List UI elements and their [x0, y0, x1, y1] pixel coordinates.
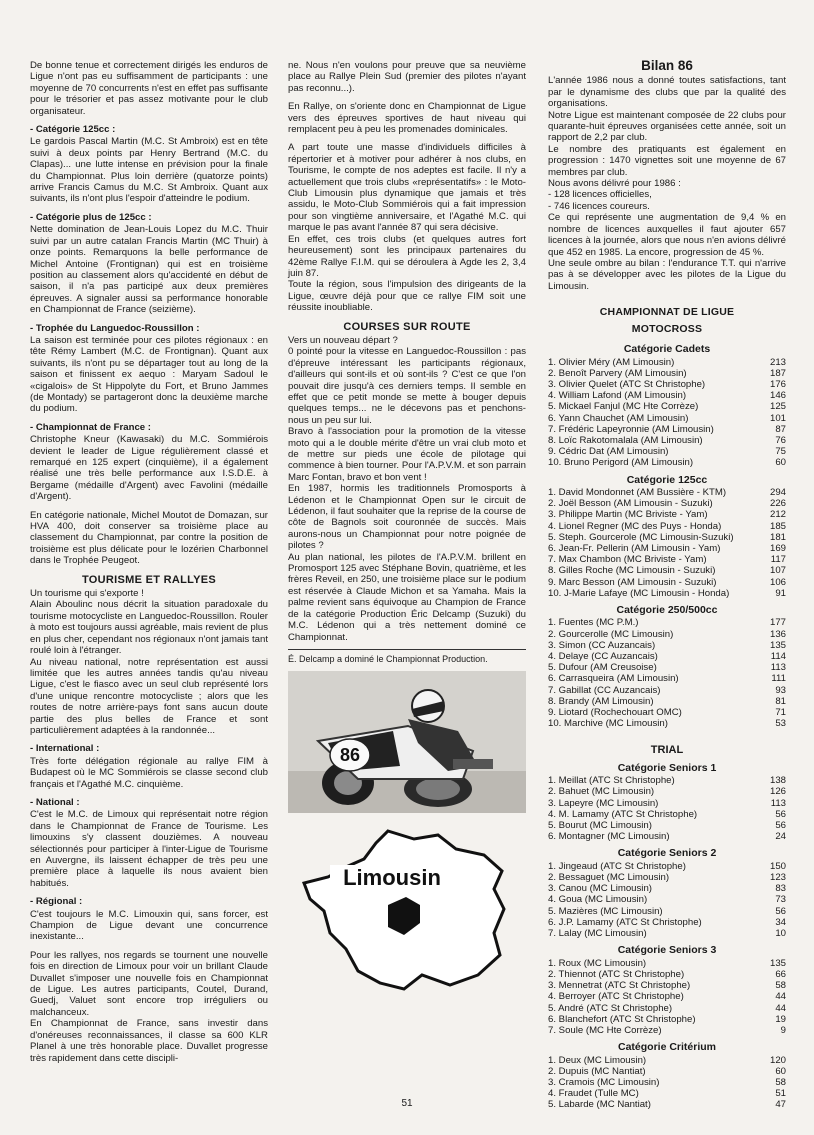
- ranking-points: 76: [775, 434, 786, 446]
- ranking-row: [548, 786, 786, 797]
- ranking-row: [548, 554, 786, 565]
- ranking-row: [548, 831, 786, 842]
- ranking-name: 1. Roux (MC Limousin): [548, 957, 647, 969]
- category-title: Catégorie Seniors 3: [617, 944, 717, 957]
- ranking-points: 213: [769, 356, 786, 368]
- subheading: - Régional :: [30, 896, 83, 908]
- ranking-name: 4. Fraudet (Tulle MC): [548, 1088, 639, 1100]
- ranking-row: [548, 1055, 786, 1066]
- paragraph: Ce qui représente une augmentation de 9,4 % en nombre de licences auxquelles il faut ajouter 657 licences à la journée, alors que nous n'en avions délivré que 452 en 1985. La encore, progression de 45 %.: [548, 212, 786, 258]
- paragraph: Très forte délégation régionale au rallye FIM à Budapest où le MC Sommiérois se classe second club français et l'Agathé M.C. cinquième.: [30, 755, 268, 790]
- ranking-row: [548, 917, 786, 928]
- paragraph: Toute la région, sous l'impulsion des dirigeants de la Ligue, œuvre déjà pour que ce rallye FIM soit une réussite inoubliable.: [288, 279, 526, 314]
- championship-title: [548, 304, 786, 338]
- category-title: Catégorie Critérium: [617, 1041, 717, 1054]
- ranking-name: 6. Blanchefort (ATC St Christophe): [548, 1013, 696, 1025]
- ranking-name: 4. M. Lamamy (ATC St Christophe): [548, 808, 698, 820]
- ranking-row: [548, 685, 786, 696]
- ranking-name: 2. Gourcerolle (MC Limousin): [548, 628, 674, 640]
- ranking-points: 136: [769, 628, 786, 640]
- ranking-name: 6. Carrasqueira (AM Limousin): [548, 673, 679, 685]
- ranking-row: [548, 509, 786, 520]
- ranking-row: [548, 861, 786, 872]
- ranking-name: 3. Simon (CC Auzancais): [548, 639, 656, 651]
- ranking-name: 2. Bahuet (MC Limousin): [548, 786, 655, 798]
- ranking-name: 10. J-Marie Lafaye (MC Limousin - Honda): [548, 587, 730, 599]
- paragraph: L'année 1986 nous a donné toutes satisfactions, tant par le dynamisme des clubs que par la qualité des organisations.: [548, 75, 786, 110]
- ranking-row: [548, 532, 786, 543]
- ranking-name: 5. Dufour (AM Creusoise): [548, 662, 657, 674]
- ranking-points: 83: [775, 883, 786, 895]
- paragraph: Le gardois Pascal Martin (M.C. St Ambroix) est en tête suivi à deux points par Henry Bertrand (M.C. du Clapas)... une lutte intense en prévision pour la finale du Championnat. Plus loin derrière (quatorze points) arrive Francis Camus du M.C. St Ambroix. Quant aux suivants, ils n'ont plus l'espoir d'atteindre le podium.: [30, 136, 268, 205]
- ranking-name: 3. Lapeyre (MC Limousin): [548, 797, 659, 809]
- ranking-row: [548, 928, 786, 939]
- paragraph: De bonne tenue et correctement dirigés les enduros de Ligue n'ont pas eu suffisamment de participants : une moyenne de 70 concurrents n'est en effet pas suffisante pour le trésorier et pas assez motivante pour le club organisateur.: [30, 60, 268, 117]
- ranking-name: 7. Lalay (MC Limousin): [548, 928, 647, 940]
- ranking-name: 7. Gabillat (CC Auzancais): [548, 684, 661, 696]
- ranking-row: [548, 894, 786, 905]
- ranking-points: 114: [770, 651, 786, 663]
- ranking-row: [548, 435, 786, 446]
- ranking-name: 7. Max Chambon (MC Briviste - Yam): [548, 554, 707, 566]
- ranking-row: [548, 1066, 786, 1077]
- ranking-name: 3. Canou (MC Limousin): [548, 883, 652, 895]
- category-title: Catégorie Seniors 2: [617, 847, 717, 860]
- ranking-row: [548, 809, 786, 820]
- paragraph: C'est le M.C. de Limoux qui représentait notre région dans le Championnat de France de Tourisme. Les limouxins s'y classent douzièmes. A nouveau sélectionnés pour participer à l'inter-Ligue de Tourisme en Auvergne, ils laissent échapper de très peu une première place à laquelle ils nous avaient bien habitués.: [30, 809, 268, 889]
- ranking-points: 146: [769, 390, 786, 402]
- ranking-points: 75: [775, 446, 786, 458]
- ranking-name: 1. Jingeaud (ATC St Christophe): [548, 860, 686, 872]
- ranking-row: [548, 457, 786, 468]
- category-title: Catégorie 250/500cc: [616, 604, 718, 616]
- ranking-points: 91: [775, 587, 786, 599]
- ranking-row: [548, 413, 786, 424]
- ranking-row: [548, 368, 786, 379]
- ranking-points: 87: [775, 423, 786, 435]
- ranking-row: [548, 617, 786, 628]
- ranking-name: 10. Marchive (MC Limousin): [548, 718, 668, 730]
- ranking-points: 93: [775, 684, 786, 696]
- ranking-points: 187: [769, 367, 786, 379]
- ranking-points: 53: [775, 718, 786, 730]
- france-map-illustration: [288, 825, 526, 995]
- ranking-row: [548, 883, 786, 894]
- paragraph: Nous avons délivré pour 1986 :: [548, 178, 681, 190]
- ranking-row: [548, 487, 786, 498]
- ranking-name: 8. Loïc Rakotomalala (AM Limousin): [548, 434, 703, 446]
- ranking-points: 71: [775, 707, 786, 719]
- motocross-rankings: [548, 344, 786, 729]
- section-heading-tourisme: TOURISME ET RALLYES: [81, 573, 217, 586]
- ranking-points: 135: [769, 957, 786, 969]
- subheading: - Championnat de France :: [30, 421, 151, 433]
- ranking-row: [548, 588, 786, 599]
- ranking-name: 4. Berroyer (ATC St Christophe): [548, 991, 684, 1003]
- paragraph: La saison est terminée pour ces pilotes régionaux : en tête Rémy Lambert (M.C. de Frontignan). Quant aux suivants, ils n'ont pu se départager tout au long de la saison et finissent ex aequo : Maryam Sadoul le «cigalois» de St Hippolyte du Fort, et Bruno Jammes (de Montady) se partageront donc la deuxième marche du podium.: [30, 334, 268, 415]
- ranking-row: [548, 424, 786, 435]
- ranking-row: [548, 980, 786, 991]
- ranking-name: 1. Deux (MC Limousin): [548, 1054, 647, 1066]
- ranking-row: [548, 696, 786, 707]
- ranking-points: 47: [775, 1099, 786, 1111]
- ranking-row: [548, 969, 786, 980]
- ranking-row: [548, 390, 786, 401]
- paragraph: - 746 licences coureurs.: [548, 200, 650, 212]
- ranking-name: 2. Dupuis (MC Nantiat): [548, 1065, 646, 1077]
- ranking-points: 294: [769, 486, 786, 498]
- ranking-points: 51: [775, 1088, 786, 1100]
- ranking-name: 3. Philippe Martin (MC Briviste - Yam): [548, 509, 708, 521]
- ranking-points: 177: [769, 617, 786, 629]
- ranking-points: 169: [769, 542, 786, 554]
- subheading: - Catégorie plus de 125cc :: [30, 211, 152, 223]
- ranking-name: 5. Mickael Fanjul (MC Hte Corrèze): [548, 401, 699, 413]
- ranking-row: [548, 640, 786, 651]
- ranking-name: 4. Lionel Regner (MC des Puys - Honda): [548, 520, 722, 532]
- ranking-row: [548, 498, 786, 509]
- ranking-row: [548, 991, 786, 1002]
- ranking-points: 226: [769, 498, 786, 510]
- ranking-name: 3. Mennetrat (ATC St Christophe): [548, 980, 691, 992]
- ranking-points: 120: [769, 1054, 786, 1066]
- ranking-points: 10: [775, 928, 786, 940]
- ranking-points: 101: [769, 412, 786, 424]
- ranking-points: 113: [770, 662, 786, 674]
- trial-title: TRIAL: [650, 744, 684, 757]
- ranking-name: 1. Olivier Méry (AM Limousin): [548, 356, 675, 368]
- ranking-name: 2. Bessaguet (MC Limousin): [548, 872, 670, 884]
- caption-divider: [288, 649, 526, 650]
- ranking-points: 126: [769, 786, 786, 798]
- championship-title-line-2: MOTOCROSS: [631, 323, 703, 336]
- ranking-row: [548, 521, 786, 532]
- ranking-name: 3. Cramois (MC Limousin): [548, 1076, 660, 1088]
- ranking-points: 125: [769, 401, 786, 413]
- ranking-row: [548, 1025, 786, 1036]
- column-2: [288, 60, 526, 995]
- paragraph: Au plan national, les pilotes de l'A.P.V.M. brillent en Promosport 125 avec Stéphane Bovin, quatrième, et les frères Reveil, en 250, une troisième place sur le podium est réservée à Claude Michon et sa Yamaha. Mais la palme revient sans équivoque au Champion de France de la catégorie Production Éric Delcamp (Suzuki) du M.C. Lédenon qui a très nettement dominé ce Championnat.: [288, 551, 526, 643]
- ranking-row: [548, 958, 786, 969]
- ranking-points: 44: [775, 991, 786, 1003]
- ranking-row: [548, 1003, 786, 1014]
- ranking-name: 2. Joël Besson (AM Limousin - Suzuki): [548, 498, 713, 510]
- ranking-name: 2. Benoît Parvery (AM Limousin): [548, 367, 687, 379]
- ranking-row: [548, 718, 786, 729]
- paragraph: - 128 licences officielles,: [548, 189, 652, 201]
- championship-title-line-1: CHAMPIONNAT DE LIGUE: [599, 306, 735, 319]
- paragraph: En 1987, hormis les traditionnels Promosports à Lédenon et le Championnat Open sur le circuit de Lédenon, il faut souhaiter que la reprise de la course de côte de Bagnols soit couronnée de succès. Mais aurons-nous un Championnat pour notre poignée de pilotes ?: [288, 483, 526, 552]
- ranking-points: 176: [769, 378, 786, 390]
- paragraph: En catégorie nationale, Michel Moutot de Domazan, sur HVA 400, doit conserver sa troisième place au classement du Championnat, par contre la position de troisième est plus délicate pour le lozérien Charbonnel dans le Trophée Peugeot.: [30, 509, 268, 567]
- ranking-row: [548, 906, 786, 917]
- ranking-name: 7. Soule (MC Hte Corrèze): [548, 1024, 662, 1036]
- paragraph: Une seule ombre au bilan : l'endurance T.T. qui n'arrive pas à se développer avec les pilotes de la Ligue du Limousin.: [548, 257, 786, 292]
- ranking-row: [548, 1077, 786, 1088]
- ranking-points: 44: [775, 1002, 786, 1014]
- ranking-row: [548, 379, 786, 390]
- ranking-name: 1. David Mondonnet (AM Bussière - KTM): [548, 486, 727, 498]
- ranking-name: 8. Brandy (AM Limousin): [548, 695, 654, 707]
- ranking-name: 9. Liotard (Rochechouart OMC): [548, 707, 682, 719]
- france-map: [288, 825, 526, 995]
- ranking-row: [548, 446, 786, 457]
- ranking-points: 56: [775, 808, 786, 820]
- category-title: Catégorie Cadets: [623, 343, 711, 356]
- ranking-row: [548, 565, 786, 576]
- ranking-row: [548, 662, 786, 673]
- ranking-points: 185: [769, 520, 786, 532]
- ranking-name: 2. Thiennot (ATC St Christophe): [548, 968, 685, 980]
- paragraph: Notre Ligue est maintenant composée de 22 clubs pour quarante-huit épreuves organisées cette année, soit un rapport de 2,2 par club.: [548, 109, 786, 144]
- ranking-row: [548, 707, 786, 718]
- map-label: Limousin: [343, 865, 441, 891]
- ranking-points: 123: [769, 872, 786, 884]
- ranking-name: 5. Steph. Gourcerole (MC Limousin-Suzuki): [548, 531, 734, 543]
- paragraph: Un tourisme qui s'exporte !: [30, 588, 144, 600]
- ranking-points: 81: [775, 695, 786, 707]
- ranking-points: 60: [775, 1065, 786, 1077]
- ranking-points: 107: [769, 565, 786, 577]
- ranking-points: 138: [769, 775, 786, 787]
- ranking-name: 5. André (ATC St Christophe): [548, 1002, 673, 1014]
- category-title: Catégorie Seniors 1: [617, 761, 717, 774]
- paragraph: ne. Nous n'en voulons pour preuve que sa neuvième place au Rallye Plein Sud (premier des pilotes n'ayant pas reconnu...).: [288, 60, 526, 94]
- ranking-points: 181: [769, 531, 786, 543]
- ranking-points: 66: [775, 968, 786, 980]
- paragraph: C'est toujours le M.C. Limouxin qui, sans forcer, est Champion de Ligue devant une concurrence inexistante...: [30, 908, 268, 943]
- ranking-points: 212: [769, 509, 786, 521]
- ranking-name: 1. Meillat (ATC St Christophe): [548, 775, 675, 787]
- ranking-name: 8. Gilles Roche (MC Limousin - Suzuki): [548, 565, 716, 577]
- paragraph: En effet, ces trois clubs (et quelques autres fort heureusement) sont les principaux partenaires du 42ème Rallye F.I.M. qui se déroulera à Agde les 2, 3,4 juin 87.: [288, 233, 526, 279]
- ranking-row: [548, 357, 786, 368]
- paragraph: Vers un nouveau départ ?: [288, 334, 398, 346]
- subheading: - National :: [30, 796, 80, 808]
- section-heading-courses: COURSES SUR ROUTE: [343, 320, 471, 333]
- paragraph: En Championnat de France, sans investir dans d'onéreuses reconnaissances, il classe sa 600 KLR Planel à une très honorable place. Duvallet progresse très rapidement dans cette discipli-: [30, 1018, 268, 1064]
- ranking-points: 58: [775, 1076, 786, 1088]
- photo-caption: É. Delcamp a dominé le Championnat Production.: [288, 653, 488, 664]
- ranking-name: 5. Labarde (MC Nantiat): [548, 1099, 651, 1111]
- ranking-name: 5. Mazières (MC Limousin): [548, 905, 663, 917]
- ranking-points: 56: [775, 905, 786, 917]
- subheading: - Trophée du Languedoc-Roussillon :: [30, 322, 200, 334]
- ranking-points: 150: [769, 860, 786, 872]
- ranking-row: [548, 820, 786, 831]
- column-1: [30, 60, 268, 1071]
- ranking-points: 34: [775, 916, 786, 928]
- paragraph: Nette domination de Jean-Louis Lopez du M.C. Thuir suivi par un autre catalan Francis Martin (MC Thuir) à onze points. Remarquons la belle performance de Michel Antoine (Frontignan) qui est en troisième position au classement alors qu'accidenté en début de saison, il n'a pas participé aux deux premières épreuves. A signaler aussi sa performance honorable en Championnat de France (seizième).: [30, 224, 268, 316]
- paragraph: A part toute une masse d'individuels difficiles à répertorier et à motiver pour adhérer à nos clubs, en Tourisme, le compte de nos adeptes est facile. Il n'y a actuellement que trois clubs «représentatifs» : le Moto-Club Limousin plus dynamique que jamais et très assidu, le Moto-Club Sommiérois qui a fait impression pour son vingtième anniversaire, et l'Agathé M.C. qui marque le pas avant l'année 87 qui sera décisive.: [288, 142, 526, 234]
- paragraph: En Rallye, on s'oriente donc en Championnat de Ligue vers des épreuves sportives de haut niveau qui remplacent peu à peu les promenades dominicales.: [288, 101, 526, 136]
- ranking-points: 58: [775, 980, 786, 992]
- ranking-name: 4. William Lafond (AM Limousin): [548, 390, 687, 402]
- ranking-name: 6. Yann Chauchet (AM Limousin): [548, 412, 689, 424]
- ranking-points: 9: [780, 1024, 786, 1036]
- bilan-title: Bilan 86: [641, 58, 693, 73]
- ranking-row: [548, 651, 786, 662]
- ranking-name: 6. J.P. Lamamy (ATC St Christophe): [548, 916, 702, 928]
- paragraph: 0 pointé pour la vitesse en Languedoc-Roussillon : pas d'épreuve intéressant les participants régionaux, d'ailleurs qui sont-ils et où sont-ils ? C'est ce que l'on pouvait dire jusqu'à ces derniers temps. Il semble en effet que ce petit monde se mette à bouger depuis quelques temps... ne le décevons pas et penchons-nous un peu sur lui.: [288, 346, 526, 426]
- ranking-row: [548, 775, 786, 786]
- ranking-points: 113: [770, 797, 786, 809]
- ranking-name: 6. Jean-Fr. Pellerin (AM Limousin - Yam): [548, 542, 721, 554]
- ranking-row: [548, 401, 786, 412]
- ranking-name: 7. Frédéric Lapeyronnie (AM Limousin): [548, 423, 714, 435]
- subheading: - Catégorie 125cc :: [30, 124, 116, 136]
- ranking-row: [548, 629, 786, 640]
- ranking-name: 4. Goua (MC Limousin): [548, 894, 648, 906]
- motorcycle-illustration: [288, 671, 526, 813]
- ranking-name: 1. Fuentes (MC P.M.): [548, 617, 639, 629]
- ranking-points: 24: [775, 831, 786, 843]
- paragraph: Pour les rallyes, nos regards se tournent une nouvelle fois en direction de Limoux pour voir un brillant Claude Duvallet s'imposer une nouvelle fois en Championnat de Ligue. Les autres participants, Coutel, Durand, Guedj, Valuet sont encore trop irréguliers ou malchanceux.: [30, 949, 268, 1018]
- ranking-name: 9. Cédric Dat (AM Limousin): [548, 446, 669, 458]
- ranking-name: 4. Delaye (CC Auzancais): [548, 651, 658, 663]
- ranking-points: 19: [775, 1013, 786, 1025]
- trial-rankings: [548, 763, 786, 1111]
- ranking-name: 3. Olivier Quelet (ATC St Christophe): [548, 378, 706, 390]
- ranking-row: [548, 798, 786, 809]
- ranking-points: 135: [769, 639, 786, 651]
- column-3: [548, 60, 786, 1111]
- ranking-row: [548, 1014, 786, 1025]
- ranking-row: [548, 543, 786, 554]
- ranking-name: 5. Bourut (MC Limousin): [548, 820, 652, 832]
- ranking-row: [548, 673, 786, 684]
- ranking-points: 73: [775, 894, 786, 906]
- category-title: Catégorie 125cc: [626, 473, 708, 486]
- ranking-points: 60: [775, 457, 786, 469]
- ranking-points: 117: [770, 554, 786, 566]
- subheading: - International :: [30, 743, 100, 755]
- paragraph: Bravo à l'association pour la promotion de la vitesse moto qui a le double mérite d'être un vrai club moto et de mettre sur pieds une école de pilotage qui commence à bien tourner. Pour l'A.P.V.M. et son parrain Marc Fontan, bravo et bon vent !: [288, 426, 526, 483]
- motorcycle-photo: [288, 671, 526, 813]
- ranking-points: 106: [769, 576, 786, 588]
- ranking-name: 9. Marc Besson (AM Limousin - Suzuki): [548, 576, 717, 588]
- ranking-row: [548, 577, 786, 588]
- ranking-name: 10. Bruno Perigord (AM Limousin): [548, 457, 694, 469]
- paragraph: Le nombre des pratiquants est également en progression : 1470 vignettes soit une moyenne de 67 membres par club.: [548, 143, 786, 178]
- ranking-points: 111: [771, 673, 786, 685]
- ranking-row: [548, 872, 786, 883]
- bike-number: 86: [339, 745, 361, 766]
- paragraph: Christophe Kneur (Kawasaki) du M.C. Sommiérois devient le leader de Ligue régulièrement classé et remarqué en 125 expert (cinquième), il a également réalisé une très belle performance aux I.S.D.E. à Bergame (médaille d'Argent) avec Favolini (médaille d'Argent).: [30, 434, 268, 503]
- paragraph: Alain Aboulinc nous décrit la situation paradoxale du tourisme motocycliste en Languedoc-Roussillon. Rouler à moto est toujours aussi agréable, mais revient de plus en plus cher, cependant nos régionaux n'ont jamais tant roulé loin à l'étranger.: [30, 599, 268, 657]
- page-number: 51: [401, 1098, 413, 1109]
- ranking-points: 56: [775, 820, 786, 832]
- paragraph: Au niveau national, notre représentation est aussi limitée que les autres années tandis qu'au niveau Ligue, c'est le fiasco avec un seul club représenté lors d'une unique rencontre motocycliste ; alors que les routes de notre arrière-pays font sans aucun doute partie des plus belles de France et sont particulièrement adaptées à la randonnée...: [30, 656, 268, 736]
- ranking-name: 6. Montagner (MC Limousin): [548, 831, 670, 843]
